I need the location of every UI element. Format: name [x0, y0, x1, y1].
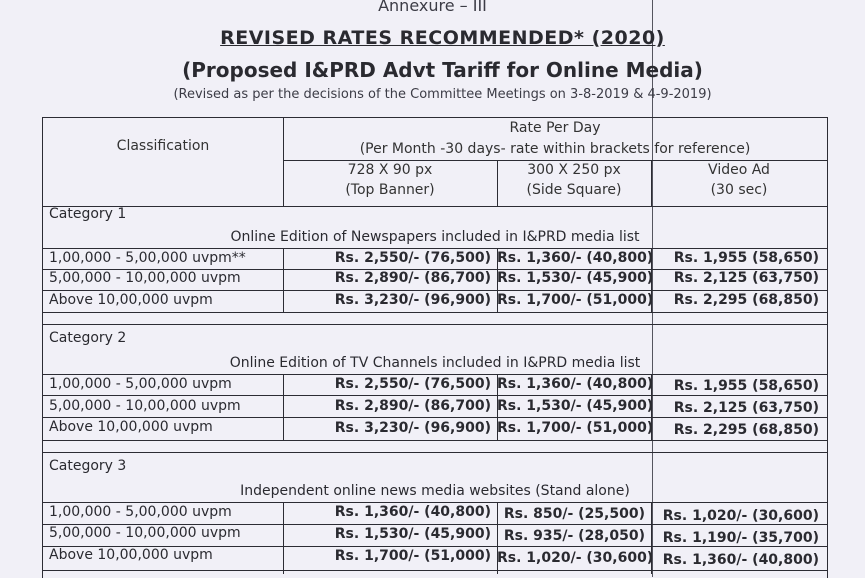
annexure-label: Annexure – III [378, 0, 487, 15]
rate-row-video: Rs. 1,190/- (35,700) [662, 530, 819, 546]
rate-row-square: Rs. 1,020/- (30,600) [497, 550, 654, 566]
row-rule [43, 417, 827, 418]
header-col1-title: 728 X 90 px [347, 162, 433, 178]
header-classification: Classification [116, 138, 210, 154]
category-description: Online Edition of TV Channels included in I&PRD media list [229, 355, 641, 371]
category-label: Category 3 [49, 458, 127, 474]
category-description: Online Edition of Newspapers included in I&PRD media list [230, 229, 640, 245]
row-rule [43, 374, 827, 375]
category-label: Category 1 [49, 206, 127, 222]
header-col3-title: Video Ad [708, 162, 770, 178]
rate-row-video: Rs. 2,295 (68,850) [673, 292, 819, 308]
rate-row-square: Rs. 1,530/- (45,900) [497, 270, 654, 286]
revision-note: (Revised as per the decisions of the Committee Meetings on 3-8-2019 & 4-9-2019) [173, 87, 712, 102]
rate-row-range: 5,00,000 - 10,00,000 uvpm [49, 398, 241, 414]
header-col2-sub: (Side Square) [526, 182, 622, 198]
rate-row-video: Rs. 1,360/- (40,800) [662, 552, 819, 568]
row-rule [43, 312, 827, 313]
header-col2-title: 300 X 250 px [527, 162, 621, 178]
rate-row-range: 1,00,000 - 5,00,000 uvpm [49, 376, 232, 392]
rate-row-video: Rs. 2,295 (68,850) [673, 422, 819, 438]
rate-row-video: Rs. 1,955 (58,650) [673, 378, 819, 394]
rate-row-range: Above 10,00,000 uvpm [49, 547, 213, 563]
rate-row-range: 5,00,000 - 10,00,000 uvpm [49, 270, 241, 286]
rate-row-square: Rs. 1,700/- (51,000) [497, 292, 654, 308]
rate-row-square: Rs. 1,360/- (40,800) [497, 250, 654, 266]
header-rule [283, 160, 827, 161]
rate-row-banner: Rs. 1,700/- (51,000) [334, 548, 491, 564]
rate-row-square: Rs. 1,530/- (45,900) [497, 398, 654, 414]
row-rule [43, 440, 827, 441]
rate-row-square: Rs. 1,360/- (40,800) [497, 376, 654, 392]
rate-row-banner: Rs. 2,890/- (86,700) [334, 398, 491, 414]
rate-row-square: Rs. 1,700/- (51,000) [497, 420, 654, 436]
rate-row-range: 5,00,000 - 10,00,000 uvpm [49, 525, 241, 541]
header-bottom-rule [43, 206, 827, 207]
row-rule [43, 248, 827, 249]
tariff-table [42, 117, 828, 578]
row-rule [43, 324, 827, 325]
row-rule [43, 452, 827, 453]
document-title [0, 27, 865, 49]
rate-row-banner: Rs. 3,230/- (96,900) [334, 420, 491, 436]
header-col3-sub: (30 sec) [710, 182, 768, 198]
row-rule [43, 502, 827, 503]
rate-row-banner: Rs. 2,550/- (76,500) [334, 250, 491, 266]
rate-row-video: Rs. 1,955 (58,650) [673, 250, 819, 266]
rate-row-video: Rs. 2,125 (63,750) [673, 270, 819, 286]
rate-row-range: Above 10,00,000 uvpm [49, 292, 213, 308]
rate-row-square: Rs. 935/- (28,050) [503, 528, 645, 544]
rate-row-banner: Rs. 2,550/- (76,500) [334, 376, 491, 392]
row-rule [43, 395, 827, 396]
rate-row-video: Rs. 2,125 (63,750) [673, 400, 819, 416]
rate-row-banner: Rs. 2,890/- (86,700) [334, 270, 491, 286]
row-rule [43, 570, 827, 571]
rate-row-banner: Rs. 1,360/- (40,800) [334, 504, 491, 520]
header-col1-sub: (Top Banner) [345, 182, 435, 198]
rate-row-range: Above 10,00,000 uvpm [49, 419, 213, 435]
rate-row-banner: Rs. 1,530/- (45,900) [334, 526, 491, 542]
document-title-text: REVISED RATES RECOMMENDED* (2020) [220, 27, 665, 49]
rate-row-square: Rs. 850/- (25,500) [503, 506, 645, 522]
rate-row-video: Rs. 1,020/- (30,600) [662, 508, 819, 524]
row-rule [43, 290, 827, 291]
rate-row-range: 1,00,000 - 5,00,000 uvpm** [49, 250, 246, 266]
header-rate-note: (Per Month -30 days- rate within brackets for reference) [359, 141, 751, 157]
rate-row-banner: Rs. 3,230/- (96,900) [334, 292, 491, 308]
category-description: Independent online news media websites (Stand alone) [240, 483, 630, 499]
header-rate-per-day: Rate Per Day [509, 120, 601, 136]
category-label: Category 2 [49, 330, 127, 346]
rate-row-range: 1,00,000 - 5,00,000 uvpm [49, 504, 232, 520]
document-subtitle: (Proposed I&PRD Advt Tariff for Online Media) [182, 58, 703, 82]
